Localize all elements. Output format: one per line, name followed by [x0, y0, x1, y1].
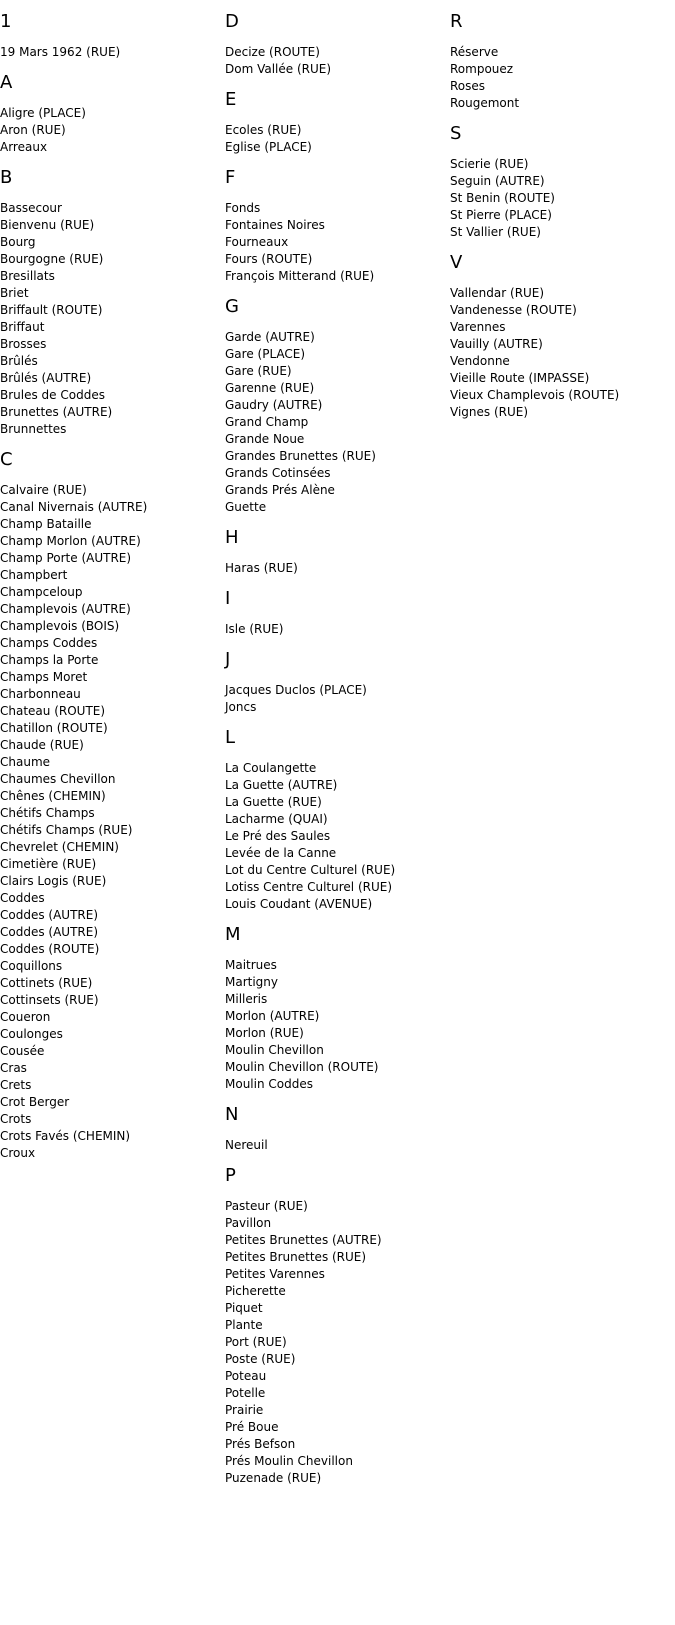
letter-heading: C — [0, 449, 13, 470]
street-link[interactable]: Champ Bataille — [0, 517, 92, 531]
street-link[interactable]: Poteau — [225, 1369, 267, 1383]
street-link[interactable]: Pavillon — [225, 1216, 272, 1230]
letter-section — [225, 1105, 443, 1154]
street-link[interactable]: La Guette (RUE) — [225, 795, 322, 809]
street-link[interactable]: Rompouez — [450, 62, 514, 76]
street-link[interactable]: Moulin Chevillon (ROUTE) — [225, 1060, 379, 1074]
street-list — [225, 329, 443, 516]
street-list — [225, 760, 443, 913]
letter-section — [0, 168, 218, 438]
street-link[interactable]: St Pierre (PLACE) — [450, 208, 552, 222]
street-link[interactable]: Grands Prés Alène — [225, 483, 335, 497]
street-link[interactable]: Martigny — [225, 975, 279, 989]
street-link[interactable]: Vallendar (RUE) — [450, 286, 545, 300]
street-link[interactable]: Cras — [0, 1061, 27, 1075]
street-link[interactable]: Bienvenu (RUE) — [0, 218, 95, 232]
street-link[interactable]: St Vallier (RUE) — [450, 225, 541, 239]
street-link[interactable]: Coueron — [0, 1010, 51, 1024]
street-link[interactable]: Bourgogne (RUE) — [0, 252, 104, 266]
street-link[interactable]: Poste (RUE) — [225, 1352, 296, 1366]
letter-section — [225, 90, 443, 156]
letter-section — [225, 650, 443, 716]
street-link[interactable]: François Mitterand (RUE) — [225, 269, 375, 283]
letter-section — [0, 73, 218, 156]
street-link[interactable]: Crots Favés (CHEMIN) — [0, 1129, 131, 1143]
street-column-1 — [0, 0, 218, 1162]
street-link[interactable]: Fontaines Noires — [225, 218, 325, 232]
street-link[interactable]: Prairie — [225, 1403, 264, 1417]
street-link[interactable]: Calvaire (RUE) — [0, 483, 87, 497]
street-link[interactable]: Plante — [225, 1318, 263, 1332]
street-link[interactable]: Fonds — [225, 201, 261, 215]
street-column-3 — [450, 0, 668, 421]
street-list — [0, 482, 218, 1162]
street-link[interactable]: Cottinets (RUE) — [0, 976, 93, 990]
street-link[interactable]: Chevrelet (CHEMIN) — [0, 840, 119, 854]
street-link[interactable]: Varennes — [450, 320, 506, 334]
street-link[interactable]: Brosses — [0, 337, 47, 351]
street-link[interactable]: Champ Porte (AUTRE) — [0, 551, 132, 565]
street-link[interactable]: Fours (ROUTE) — [225, 252, 313, 266]
street-link[interactable]: Coddes (AUTRE) — [0, 925, 99, 939]
letter-section — [225, 925, 443, 1093]
street-link[interactable]: Coddes — [0, 891, 45, 905]
street-link[interactable]: Croux — [0, 1146, 36, 1160]
street-link[interactable]: Levée de la Canne — [225, 846, 337, 860]
street-link[interactable]: Briffaut — [0, 320, 45, 334]
street-link[interactable]: Garde (AUTRE) — [225, 330, 315, 344]
street-link[interactable]: Brûlés (AUTRE) — [0, 371, 92, 385]
street-link[interactable]: Cousée — [0, 1044, 45, 1058]
street-link[interactable]: Crots — [0, 1112, 32, 1126]
street-link[interactable]: Coddes (AUTRE) — [0, 908, 99, 922]
street-link[interactable]: Picherette — [225, 1284, 286, 1298]
street-link[interactable]: Ecoles (RUE) — [225, 123, 302, 137]
street-link[interactable]: 19 Mars 1962 (RUE) — [0, 45, 121, 59]
street-list — [225, 682, 443, 716]
street-link[interactable]: Potelle — [225, 1386, 266, 1400]
letter-heading: I — [225, 588, 231, 609]
letter-heading: R — [450, 11, 463, 32]
street-link[interactable]: Lot du Centre Culturel (RUE) — [225, 863, 396, 877]
street-link[interactable]: Prés Befson — [225, 1437, 296, 1451]
street-link[interactable]: Coulonges — [0, 1027, 63, 1041]
street-link[interactable]: Louis Coudant (AVENUE) — [225, 897, 373, 911]
street-link[interactable]: Vignes (RUE) — [450, 405, 529, 419]
street-link[interactable]: Morlon (AUTRE) — [225, 1009, 320, 1023]
street-link[interactable]: Chateau (ROUTE) — [0, 704, 106, 718]
letter-heading: B — [0, 167, 13, 188]
street-list — [0, 105, 218, 156]
street-link[interactable]: Rougemont — [450, 96, 520, 110]
street-link[interactable]: Le Pré des Saules — [225, 829, 331, 843]
street-column-2 — [225, 0, 443, 1487]
street-link[interactable]: Puzenade (RUE) — [225, 1471, 322, 1485]
street-link[interactable]: Pré Boue — [225, 1420, 279, 1434]
street-link[interactable]: Briet — [0, 286, 29, 300]
street-link[interactable]: Gare (RUE) — [225, 364, 292, 378]
street-link[interactable]: Champbert — [0, 568, 68, 582]
letter-heading: M — [225, 924, 241, 945]
letter-heading: L — [225, 727, 236, 748]
street-link[interactable]: Bassecour — [0, 201, 62, 215]
street-link[interactable]: Chaude (RUE) — [0, 738, 84, 752]
street-link[interactable]: Fourneaux — [225, 235, 289, 249]
street-link[interactable]: Réserve — [450, 45, 499, 59]
street-link[interactable]: Bresillats — [0, 269, 55, 283]
street-link[interactable]: Roses — [450, 79, 486, 93]
street-link[interactable]: Champs la Porte — [0, 653, 99, 667]
street-link[interactable]: Vauilly (AUTRE) — [450, 337, 543, 351]
street-list — [450, 156, 668, 241]
street-link[interactable]: Eglise (PLACE) — [225, 140, 312, 154]
street-link[interactable]: Coddes (ROUTE) — [0, 942, 100, 956]
letter-heading: J — [225, 649, 231, 670]
street-list — [0, 200, 218, 438]
street-link[interactable]: Champceloup — [0, 585, 83, 599]
letter-section — [0, 12, 218, 61]
street-link[interactable]: Vieux Champlevois (ROUTE) — [450, 388, 620, 402]
street-link[interactable]: Lotiss Centre Culturel (RUE) — [225, 880, 393, 894]
street-list — [225, 621, 443, 638]
street-link[interactable]: Crets — [0, 1078, 32, 1092]
letter-section — [450, 253, 668, 421]
street-list — [225, 122, 443, 156]
street-link[interactable]: Piquet — [225, 1301, 263, 1315]
street-link[interactable]: Brunettes (AUTRE) — [0, 405, 113, 419]
street-link[interactable]: Canal Nivernais (AUTRE) — [0, 500, 148, 514]
street-list — [225, 200, 443, 285]
street-link[interactable]: Seguin (AUTRE) — [450, 174, 545, 188]
street-link[interactable]: Clairs Logis (RUE) — [0, 874, 107, 888]
street-link[interactable]: Briffault (ROUTE) — [0, 303, 103, 317]
street-link[interactable]: Crot Berger — [0, 1095, 70, 1109]
street-link[interactable]: Cimetière (RUE) — [0, 857, 97, 871]
street-list — [450, 44, 668, 112]
street-link[interactable]: Grandes Brunettes (RUE) — [225, 449, 376, 463]
street-link[interactable]: Cottinsets (RUE) — [0, 993, 99, 1007]
letter-heading: S — [450, 123, 462, 144]
street-list — [450, 285, 668, 421]
street-link[interactable]: Milleris — [225, 992, 268, 1006]
street-link[interactable]: Champs Coddes — [0, 636, 98, 650]
letter-heading: E — [225, 89, 237, 110]
street-link[interactable]: Garenne (RUE) — [225, 381, 315, 395]
street-link[interactable]: Jacques Duclos (PLACE) — [225, 683, 367, 697]
street-link[interactable]: Coquillons — [0, 959, 63, 973]
street-link[interactable]: Charbonneau — [0, 687, 81, 701]
street-link[interactable]: Pasteur (RUE) — [225, 1199, 308, 1213]
letter-heading: G — [225, 296, 239, 317]
street-list — [225, 560, 443, 577]
street-link[interactable]: La Coulangette — [225, 761, 317, 775]
letter-section — [0, 450, 218, 1162]
street-link[interactable]: Port (RUE) — [225, 1335, 287, 1349]
street-link[interactable]: Grand Champ — [225, 415, 309, 429]
street-link[interactable]: Scierie (RUE) — [450, 157, 529, 171]
street-link[interactable]: Haras (RUE) — [225, 561, 298, 575]
street-link[interactable]: St Benin (ROUTE) — [450, 191, 555, 205]
letter-section — [225, 1166, 443, 1487]
street-list — [0, 44, 218, 61]
street-link[interactable]: Moulin Coddes — [225, 1077, 313, 1091]
letter-section — [225, 297, 443, 516]
street-link[interactable]: Chétifs Champs — [0, 806, 95, 820]
street-link[interactable]: Petites Brunettes (RUE) — [225, 1250, 367, 1264]
street-link[interactable]: La Guette (AUTRE) — [225, 778, 338, 792]
street-link[interactable]: Brûlés — [0, 354, 38, 368]
street-link[interactable]: Chaume — [0, 755, 51, 769]
street-link[interactable]: Decize (ROUTE) — [225, 45, 320, 59]
letter-section — [450, 124, 668, 241]
street-link[interactable]: Champlevois (BOIS) — [0, 619, 120, 633]
street-link[interactable]: Bourg — [0, 235, 36, 249]
letter-section — [225, 12, 443, 78]
street-link[interactable]: Gaudry (AUTRE) — [225, 398, 323, 412]
letter-heading: N — [225, 1104, 239, 1125]
street-link[interactable]: Nereuil — [225, 1138, 268, 1152]
street-link[interactable]: Arreaux — [0, 140, 48, 154]
letter-section — [225, 589, 443, 638]
street-link[interactable]: Moulin Chevillon — [225, 1043, 324, 1057]
letter-section — [225, 168, 443, 285]
street-link[interactable]: Aron (RUE) — [0, 123, 66, 137]
street-list — [225, 44, 443, 78]
street-link[interactable]: Vieille Route (IMPASSE) — [450, 371, 590, 385]
street-link[interactable]: Dom Vallée (RUE) — [225, 62, 332, 76]
letter-heading: V — [450, 252, 463, 273]
street-link[interactable]: Grande Noue — [225, 432, 305, 446]
street-link[interactable]: Brules de Coddes — [0, 388, 105, 402]
street-link[interactable]: Maitrues — [225, 958, 277, 972]
letter-section — [225, 728, 443, 913]
street-link[interactable]: Joncs — [225, 700, 257, 714]
street-list — [225, 1137, 443, 1154]
letter-section — [225, 528, 443, 577]
street-link[interactable]: Chatillon (ROUTE) — [0, 721, 108, 735]
street-link[interactable]: Chaumes Chevillon — [0, 772, 116, 786]
street-link[interactable]: Morlon (RUE) — [225, 1026, 304, 1040]
street-link[interactable]: Lacharme (QUAI) — [225, 812, 328, 826]
street-link[interactable]: Prés Moulin Chevillon — [225, 1454, 353, 1468]
street-link[interactable]: Vendonne — [450, 354, 510, 368]
street-link[interactable]: Champlevois (AUTRE) — [0, 602, 131, 616]
street-link[interactable]: Chétifs Champs (RUE) — [0, 823, 133, 837]
street-list — [225, 1198, 443, 1487]
street-link[interactable]: Petites Brunettes (AUTRE) — [225, 1233, 382, 1247]
letter-heading: A — [0, 72, 13, 93]
letter-heading: H — [225, 527, 239, 548]
street-link[interactable]: Gare (PLACE) — [225, 347, 306, 361]
street-link[interactable]: Petites Varennes — [225, 1267, 325, 1281]
street-link[interactable]: Brunnettes — [0, 422, 67, 436]
letter-heading: D — [225, 11, 239, 32]
street-link[interactable]: Vandenesse (ROUTE) — [450, 303, 577, 317]
street-link[interactable]: Aligre (PLACE) — [0, 106, 86, 120]
street-link[interactable]: Grands Cotinsées — [225, 466, 331, 480]
street-link[interactable]: Chênes (CHEMIN) — [0, 789, 106, 803]
street-link[interactable]: Isle (RUE) — [225, 622, 284, 636]
letter-heading: P — [225, 1165, 236, 1186]
letter-section — [450, 12, 668, 112]
street-link[interactable]: Champ Morlon (AUTRE) — [0, 534, 141, 548]
street-link[interactable]: Guette — [225, 500, 267, 514]
street-link[interactable]: Champs Moret — [0, 670, 88, 684]
letter-heading: F — [225, 167, 236, 188]
letter-heading: 1 — [0, 11, 12, 32]
street-list — [225, 957, 443, 1093]
